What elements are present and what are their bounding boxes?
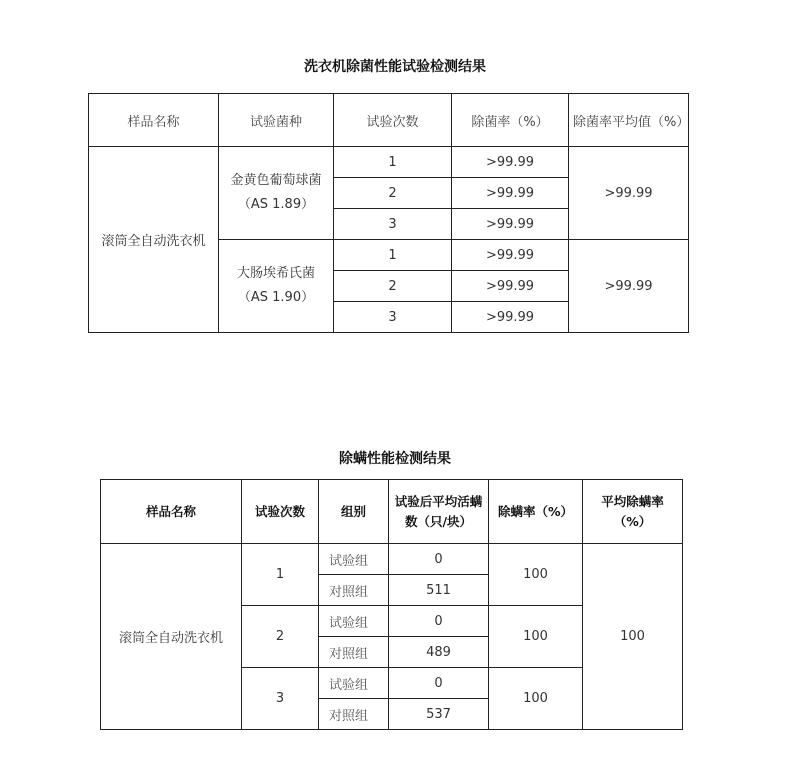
mite-count: 537 xyxy=(389,699,489,730)
table1-title: 洗衣机除菌性能试验检测结果 xyxy=(304,59,486,75)
trial-number: 3 xyxy=(242,668,319,730)
sample-name-cell: 滚筒全自动洗衣机 xyxy=(101,544,242,730)
trial-number: 2 xyxy=(242,606,319,668)
rate-value: >99.99 xyxy=(452,147,569,178)
removal-rate-value: 100 xyxy=(489,606,583,668)
strain-name: 大肠埃希氏菌 xyxy=(236,266,315,281)
strain-name: 金黄色葡萄球菌 xyxy=(230,173,322,188)
average-rate-value: >99.99 xyxy=(569,147,689,240)
mite-removal-results-table xyxy=(100,479,683,730)
header-average-removal-rate: 平均除螨率（%） xyxy=(583,480,683,544)
mite-count: 0 xyxy=(389,544,489,575)
table-row xyxy=(89,147,689,178)
header-strain: 试验菌种 xyxy=(219,94,334,147)
group-label: 对照组 xyxy=(319,637,389,668)
group-label: 试验组 xyxy=(319,544,389,575)
strain-cell xyxy=(219,240,334,333)
header-trial-count: 试验次数 xyxy=(242,480,319,544)
mite-count: 511 xyxy=(389,575,489,606)
group-label: 试验组 xyxy=(319,668,389,699)
average-removal-rate-value: 100 xyxy=(583,544,683,730)
strain-cell xyxy=(219,147,334,240)
header-average-rate: 除菌率平均值（%） xyxy=(569,94,689,147)
sample-name-cell: 滚筒全自动洗衣机 xyxy=(89,147,219,333)
average-rate-value: >99.99 xyxy=(569,240,689,333)
header-rate: 除菌率（%） xyxy=(452,94,569,147)
header-sample-name: 样品名称 xyxy=(89,94,219,147)
trial-number: 2 xyxy=(334,178,452,209)
removal-rate-value: 100 xyxy=(489,544,583,606)
header-live-mites: 试验后平均活螨数（只/块） xyxy=(389,480,489,544)
header-trial-count: 试验次数 xyxy=(334,94,452,147)
rate-value: >99.99 xyxy=(452,271,569,302)
table-row xyxy=(101,544,683,575)
rate-value: >99.99 xyxy=(452,209,569,240)
rate-value: >99.99 xyxy=(452,302,569,333)
mite-count: 489 xyxy=(389,637,489,668)
trial-number: 3 xyxy=(334,209,452,240)
rate-value: >99.99 xyxy=(452,178,569,209)
rate-value: >99.99 xyxy=(452,240,569,271)
trial-number: 3 xyxy=(334,302,452,333)
header-sample-name: 样品名称 xyxy=(101,480,242,544)
header-removal-rate: 除螨率（%） xyxy=(489,480,583,544)
mite-count: 0 xyxy=(389,668,489,699)
trial-number: 2 xyxy=(334,271,452,302)
table-header-row xyxy=(89,94,689,147)
header-group: 组别 xyxy=(319,480,389,544)
trial-number: 1 xyxy=(334,240,452,271)
group-label: 对照组 xyxy=(319,575,389,606)
sterilization-results-table xyxy=(88,93,689,333)
table-header-row xyxy=(101,480,683,544)
strain-code: （AS 1.89） xyxy=(237,197,315,212)
group-label: 试验组 xyxy=(319,606,389,637)
group-label: 对照组 xyxy=(319,699,389,730)
strain-code: （AS 1.90） xyxy=(237,290,315,305)
trial-number: 1 xyxy=(242,544,319,606)
mite-count: 0 xyxy=(389,606,489,637)
removal-rate-value: 100 xyxy=(489,668,583,730)
table2-title: 除螨性能检测结果 xyxy=(339,451,451,467)
trial-number: 1 xyxy=(334,147,452,178)
